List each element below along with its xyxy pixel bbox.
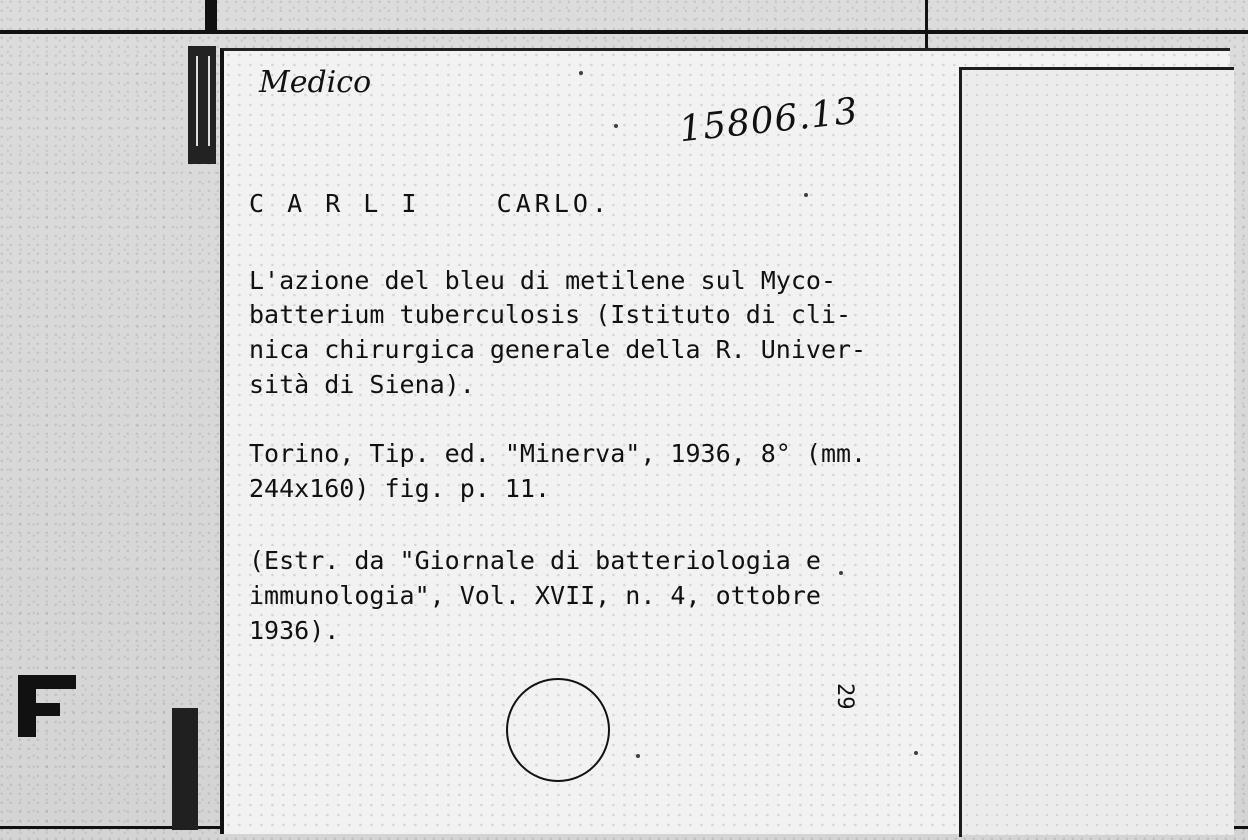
file-tab-bottom: [172, 708, 198, 830]
left-letter-middle-stroke: [18, 703, 60, 716]
file-tab-top-inner: [196, 56, 210, 146]
scan-speck: [839, 571, 843, 575]
catalog-card: [220, 48, 1230, 834]
title-line-4: sità di Siena).: [249, 370, 475, 399]
circular-stamp: [506, 678, 610, 782]
catalog-number-handwriting: 15806.13: [677, 90, 861, 151]
title-line-1: L'azione del bleu di metilene sul Myco-: [249, 266, 836, 295]
extract-line-2: immunologia", Vol. XVII, n. 4, ottobre: [249, 581, 821, 610]
left-letter-top-stroke: [18, 675, 76, 689]
top-scan-line: [0, 30, 1248, 34]
left-letter-f: [18, 675, 76, 737]
blank-right-panel: [962, 70, 1234, 835]
scan-speck: [914, 751, 918, 755]
imprint-line-2: 244x160) fig. p. 11.: [249, 474, 551, 503]
extract-line-3: 1936).: [249, 616, 340, 645]
upper-left-scan-line: [205, 0, 217, 34]
imprint-line-1: Torino, Tip. ed. "Minerva", 1936, 8° (mm.: [249, 439, 867, 468]
scan-speck: [636, 754, 640, 758]
title-line-3: nica chirurgica generale della R. Univer-: [249, 335, 867, 364]
author-name: C A R L I CARLO.: [249, 189, 611, 218]
scan-speck: [614, 124, 618, 128]
scan-speck: [579, 71, 583, 75]
scan-speck: [804, 193, 808, 197]
side-number: 29: [832, 683, 857, 710]
file-tab-top: [188, 46, 216, 164]
title-line-2: batterium tuberculosis (Istituto di cli-: [249, 300, 852, 329]
subject-handwriting: Medico: [259, 65, 372, 100]
extract-line-1: (Estr. da "Giornale di batteriologia e: [249, 546, 821, 575]
